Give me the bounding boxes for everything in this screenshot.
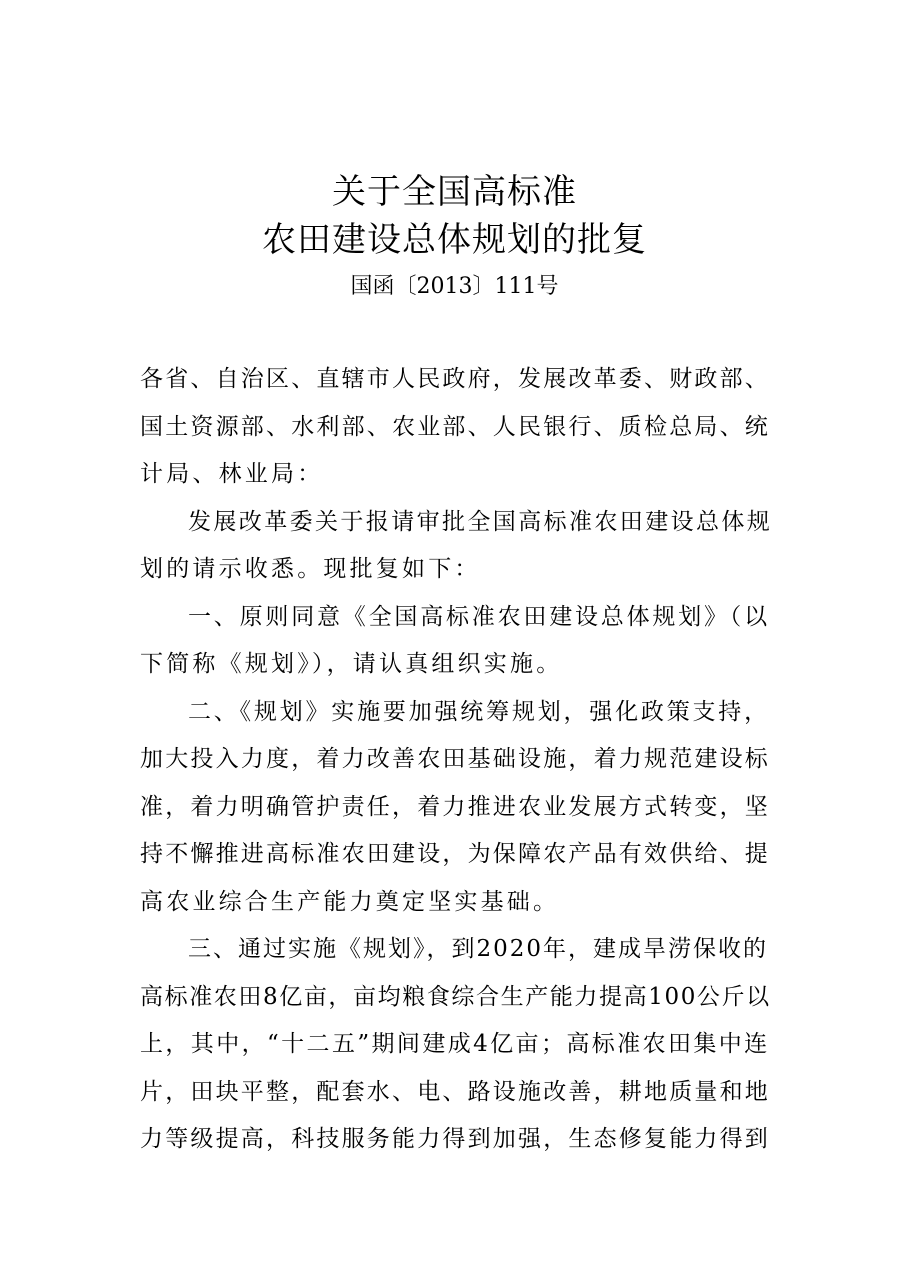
paragraph-line: 高标准农田8亿亩，亩均粮食综合生产能力提高100公斤以 [140, 983, 771, 1010]
paragraph-line: 持不懈推进高标准农田建设，为保障农产品有效供给、提 [140, 841, 770, 867]
paragraph-line: 片，田块平整，配套水、电、路设施改善，耕地质量和地 [140, 1078, 770, 1105]
paragraph-line: 力等级提高，科技服务能力得到加强，生态修复能力得到 [140, 1126, 770, 1152]
paragraph-line: 加大投入力度，着力改善农田基础设施，着力规范建设标 [140, 746, 770, 772]
addressee [140, 356, 772, 499]
paragraph-line: 三、通过实施《规划》，到2020年，建成旱涝保收的 [188, 936, 769, 962]
addressee-line: 各省、自治区、直辖市人民政府，发展改革委、财政部、 [140, 366, 770, 392]
document-title-line-2: 农田建设总体规划的批复 [262, 220, 647, 260]
paragraph-line: 发展改革委关于报请审批全国高标准农田建设总体规 [188, 508, 773, 535]
paragraph-item-2 [140, 689, 772, 927]
paragraph-line: 准，着力明确管护责任，着力推进农业发展方式转变，坚 [140, 793, 770, 820]
paragraph-receipt [140, 499, 772, 594]
paragraph-line: 划的请示收悉。现批复如下： [140, 556, 481, 582]
paragraph-line: 一、原则同意《全国高标准农田建设总体规划》（以 [188, 603, 770, 630]
paragraph-line: 上，其中，“十二五”期间建成4亿亩；高标准农田集中连 [140, 1031, 770, 1057]
paragraph-line: 高农业综合生产能力奠定坚实基础。 [140, 888, 560, 915]
paragraph-item-1 [140, 594, 772, 689]
document-number: 国函〔2013〕111号 [350, 274, 559, 299]
paragraph-line: 下简称《规划》），请认真组织实施。 [140, 651, 563, 677]
addressee-line: 计局、林业局： [140, 461, 324, 487]
paragraph-line: 二、《规划》实施要加强统筹规划，强化政策支持， [188, 698, 770, 725]
document-title-line-1: 关于全国高标准 [332, 172, 577, 212]
addressee-line: 国土资源部、水利部、农业部、人民银行、质检总局、统 [140, 413, 770, 440]
paragraph-item-3 [140, 926, 772, 1164]
document-body [140, 356, 772, 1164]
